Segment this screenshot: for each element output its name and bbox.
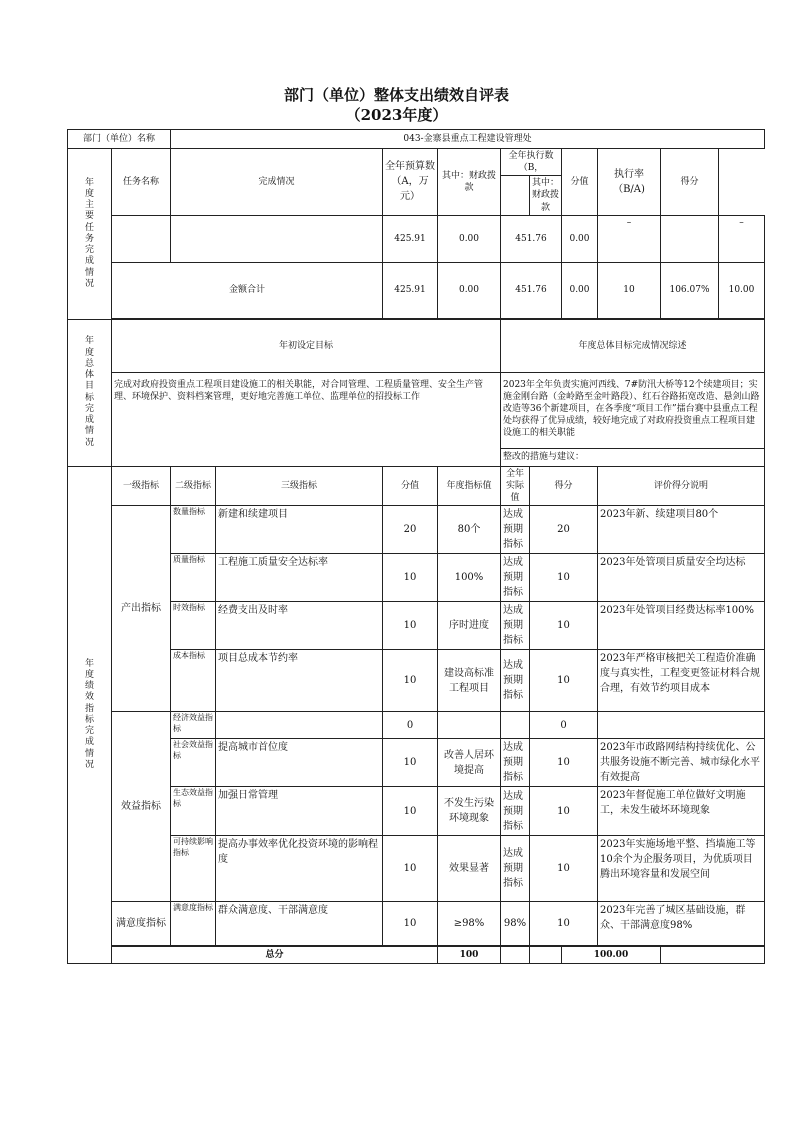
- perf-l3: 提高办事效率优化投资环境的影响程度: [216, 836, 383, 902]
- perf-target: 效果显著: [438, 836, 501, 902]
- perf-actual: 达成预期指标: [501, 739, 530, 787]
- task-rate: [661, 215, 719, 262]
- perf-l2: 满意度指标: [171, 902, 216, 946]
- perf-explain: 2023年市政路网结构持续优化、公共服务设施不断完善、城市绿化水平有效提高: [598, 739, 765, 787]
- total-row: [68, 947, 765, 964]
- evaluation-table: [67, 129, 765, 964]
- perf-actual: [501, 712, 530, 739]
- perf-l3: 项目总成本节约率: [216, 650, 383, 712]
- task-total-exec: 451.76: [501, 262, 562, 318]
- perf-actual: 达成预期指标: [501, 554, 530, 602]
- perf-actual: 达成预期指标: [501, 650, 530, 712]
- perf-row: [68, 506, 765, 554]
- perf-l3: 经费支出及时率: [216, 602, 383, 650]
- task-col-exec: 全年执行数（B，: [501, 149, 562, 176]
- perf-target: 不发生污染环境现象: [438, 787, 501, 836]
- perf-row: [68, 902, 765, 946]
- perf-col-target: 年度指标值: [438, 466, 501, 505]
- dept-row: [68, 130, 765, 149]
- perf-l3: 群众满意度、干部满意度: [216, 902, 383, 946]
- perf-l2: 数量指标: [171, 506, 216, 554]
- task-header-row: [68, 149, 765, 176]
- perf-target: [438, 712, 501, 739]
- perf-get: 10: [530, 836, 598, 902]
- perf-explain: 2023年处管项目经费达标率100%: [598, 602, 765, 650]
- perf-l2: 质量指标: [171, 554, 216, 602]
- goal-rectify-label: 整改的措施与建议：: [501, 448, 765, 466]
- total-actual: [530, 947, 562, 964]
- perf-target: 改善人居环境提高: [438, 739, 501, 787]
- task-total-rate: 106.07%: [661, 262, 719, 318]
- perf-l3: 提高城市首位度: [216, 739, 383, 787]
- perf-target: 建设高标准工程项目: [438, 650, 501, 712]
- perf-l2: 成本指标: [171, 650, 216, 712]
- perf-row: [68, 739, 765, 787]
- perf-target: 序时进度: [438, 602, 501, 650]
- perf-row: [68, 650, 765, 712]
- total-label: 总分: [112, 947, 438, 964]
- perf-get: 0: [530, 712, 598, 739]
- perf-actual: 达成预期指标: [501, 506, 530, 554]
- task-col-exec-blank: [501, 176, 530, 215]
- perf-row: [68, 602, 765, 650]
- task-score: –: [719, 215, 765, 262]
- task-col-budget-fiscal: 其中：财政拨款: [438, 149, 501, 216]
- goal-content-row: [68, 372, 765, 448]
- perf-get: 10: [530, 787, 598, 836]
- task-total-label: 金额合计: [112, 262, 383, 318]
- perf-explain: 2023年完善了城区基础设施，群众、干部满意度98%: [598, 902, 765, 946]
- task-total-row: [68, 262, 765, 318]
- perf-target: ≥98%: [438, 902, 501, 946]
- perf-l3: [216, 712, 383, 739]
- goal-summary-label: 年度总体目标完成情况综述: [501, 319, 765, 372]
- perf-score: 0: [383, 712, 438, 739]
- task-exec-fiscal: 0.00: [562, 215, 598, 262]
- perf-target: 100%: [438, 554, 501, 602]
- perf-row: [68, 554, 765, 602]
- goal-section-label: 年度总体目标完成情况: [68, 319, 112, 466]
- perf-explain: 2023年督促施工单位做好文明施工，未发生破坏环境现象: [598, 787, 765, 836]
- page-title: 部门（单位）整体支出绩效自评表: [283, 86, 509, 104]
- perf-l2: 经济效益指标: [171, 712, 216, 739]
- task-col-completion: 完成情况: [171, 149, 383, 216]
- task-col-budget: 全年预算数（A，万元）: [383, 149, 438, 216]
- perf-l3: 工程施工质量安全达标率: [216, 554, 383, 602]
- perf-actual: 达成预期指标: [501, 602, 530, 650]
- total-target: [501, 947, 530, 964]
- perf-target: 80个: [438, 506, 501, 554]
- perf-l1: 产出指标: [112, 506, 171, 712]
- dept-value: 043-金寨县重点工程建设管理处: [171, 130, 765, 149]
- perf-explain: 2023年新、续建项目80个: [598, 506, 765, 554]
- perf-explain: 2023年实施场地平整、挡墙施工等10余个为企服务项目，为优质项目腾出环境容量和发展空间: [598, 836, 765, 902]
- perf-get: 10: [530, 650, 598, 712]
- perf-col-get: 得分: [530, 466, 598, 505]
- task-col-exec-fiscal: 其中：财政拨款: [530, 176, 562, 215]
- perf-col-actual: 全年实际值: [501, 466, 530, 505]
- perf-explain: [598, 712, 765, 739]
- perf-l1: 满意度指标: [112, 902, 171, 946]
- perf-get: 10: [530, 902, 598, 946]
- perf-score: 10: [383, 650, 438, 712]
- perf-l1: 效益指标: [112, 712, 171, 902]
- perf-col-l2: 二级指标: [171, 466, 216, 505]
- task-section-label: 年度主要任务完成情况: [68, 149, 112, 320]
- perf-header-row: [68, 466, 765, 505]
- page-subtitle: （2023年度）: [345, 106, 448, 124]
- task-total-score: 10.00: [719, 262, 765, 318]
- perf-explain: 2023年严格审核把关工程造价准确度与真实性，工程变更签证材料合规合理，有效节约项目成本: [598, 650, 765, 712]
- perf-row: [68, 712, 765, 739]
- perf-get: 20: [530, 506, 598, 554]
- perf-score: 10: [383, 554, 438, 602]
- perf-actual: 98%: [501, 902, 530, 946]
- perf-col-l3: 三级指标: [216, 466, 383, 505]
- task-completion: [171, 215, 383, 262]
- perf-score: 10: [383, 739, 438, 787]
- task-budget-fiscal: 0.00: [438, 215, 501, 262]
- perf-score: 10: [383, 902, 438, 946]
- perf-col-l1: 一级指标: [112, 466, 171, 505]
- perf-row: [68, 836, 765, 902]
- task-total-budget: 425.91: [383, 262, 438, 318]
- perf-col-score: 分值: [383, 466, 438, 505]
- perf-score: 10: [383, 602, 438, 650]
- total-explain: [661, 947, 765, 964]
- goal-set-text: 完成对政府投资重点工程项目建设施工的相关职能，对合同管理、工程质量管理、安全生产管理、环境保护、资料档案管理，更好地完善施工单位、监理单位的招投标工作: [112, 372, 501, 466]
- perf-section-label: 年度绩效指标完成情况: [68, 466, 112, 963]
- perf-l2: 时效指标: [171, 602, 216, 650]
- task-col-score-value: 分值: [562, 149, 598, 216]
- goal-set-label: 年初设定目标: [112, 319, 501, 372]
- total-score: 100: [438, 947, 501, 964]
- perf-row: [68, 787, 765, 836]
- task-total-exec-fiscal: 0.00: [562, 262, 598, 318]
- perf-get: 10: [530, 739, 598, 787]
- perf-score: 10: [383, 787, 438, 836]
- perf-l2: 社会效益指标: [171, 739, 216, 787]
- task-exec: 451.76: [501, 215, 562, 262]
- perf-l2: 可持续影响指标: [171, 836, 216, 902]
- perf-l3: 加强日常管理: [216, 787, 383, 836]
- perf-score: 10: [383, 836, 438, 902]
- perf-l3: 新建和续建项目: [216, 506, 383, 554]
- goal-header-row: [68, 319, 765, 372]
- perf-col-explain: 评价得分说明: [598, 466, 765, 505]
- task-total-budget-fiscal: 0.00: [438, 262, 501, 318]
- task-total-score-value: 10: [598, 262, 661, 318]
- task-col-score: 得分: [661, 149, 719, 216]
- task-name: [112, 215, 171, 262]
- task-budget: 425.91: [383, 215, 438, 262]
- goal-summary-text: 2023年全年负责实施河西线、7#防汛大桥等12个续建项目；实施金刚台路（金岭路至金叶路段）、红石谷路拓宽改造、悬剑山路改造等36个新建项目，在各季度“项目工作”擂台赛中县重点工程处均获得了优异成绩，较好地完成了对政府投资重点工程项目建设施工的相关职能: [501, 372, 765, 448]
- task-row: [68, 215, 765, 262]
- perf-l2: 生态效益指标: [171, 787, 216, 836]
- perf-actual: 达成预期指标: [501, 836, 530, 902]
- total-get: 100.00: [562, 947, 661, 964]
- perf-actual: 达成预期指标: [501, 787, 530, 836]
- perf-explain: 2023年处管项目质量安全均达标: [598, 554, 765, 602]
- task-col-name: 任务名称: [112, 149, 171, 216]
- dept-label: 部门（单位）名称: [68, 130, 171, 149]
- perf-get: 10: [530, 554, 598, 602]
- task-score-value: –: [598, 215, 661, 262]
- task-col-rate: 执行率（B/A): [598, 149, 661, 216]
- perf-score: 20: [383, 506, 438, 554]
- perf-get: 10: [530, 602, 598, 650]
